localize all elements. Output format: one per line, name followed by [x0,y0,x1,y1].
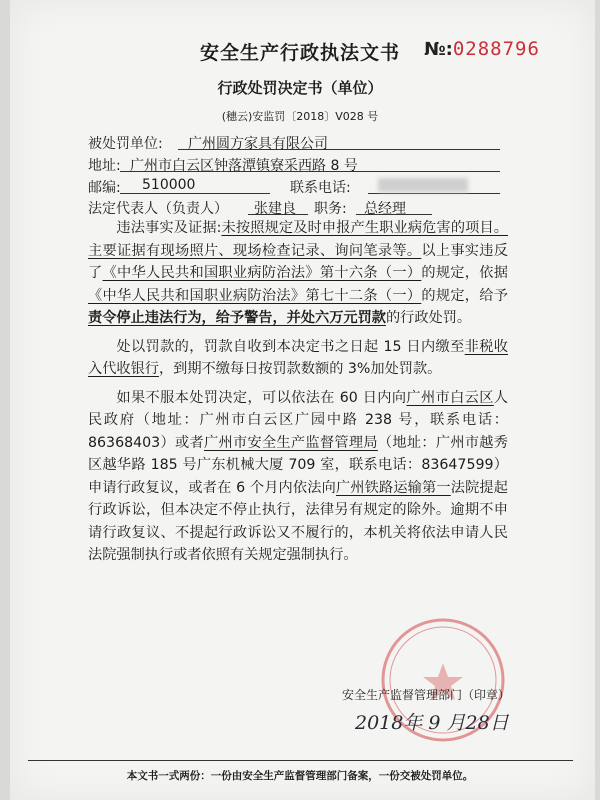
position-label: 职务: [314,201,347,217]
unit-field [88,133,163,153]
text-span: ，到期不缴每日按罚款数额的 3%加处罚款。 [158,361,442,377]
phone-value-redacted [368,177,500,194]
serial-value: 0288796 [452,38,540,60]
footer-divider [28,760,573,761]
appeal-court: 广州铁路运输第一 [335,479,451,496]
unit-label: 被处罚单位: [88,136,163,152]
text-span: 处以罚款的，罚款自收到本决定书之日起 15 日内缴至 [116,338,465,355]
violation-paragraph [88,217,508,330]
document-title: 安全生产行政执法文书 [199,42,400,64]
unit-value: 广州圆方家具有限公司 [178,133,500,150]
postcode-field [88,177,121,197]
text-span: 人民政府（地址：广州市白云区广园中路 238 号，联系电话：86368403）或者 [88,389,508,451]
handwritten-date: 2018年 9 月28日 [355,712,509,734]
text-span: 的行政处罚。 [385,310,472,326]
payment-paragraph [88,336,508,381]
text-span: 如果不服本处罚决定，可以依法在 60 日内向 [116,389,407,406]
text-span: 的规定，给予 [421,287,508,304]
issuing-unit: 安全生产监督管理部门（印章） [342,688,511,702]
postcode-label: 邮编: [88,180,121,196]
appeal-paragraph [88,387,508,567]
rep-value: 张建良 [248,198,308,215]
address-value: 广州市白云区钟落潭镇寮采西路 8 号 [120,155,500,172]
violation-label: 违法事实及证据: [116,220,222,236]
position-field [314,198,347,218]
address-field [88,155,121,175]
text-span: 法院提起行政诉讼，但本决定不停止执行，法律另有规定的除外。逾期不申请行政复议、不提起行政诉讼又不履行的，本机关将依法申请人民法院强制执行或者依照有关规定强制执行。 [88,479,508,563]
postcode-value: 510000 [120,177,270,194]
text-span: 的规定，依据 [421,265,508,281]
rep-label: 法定代表人（负责人） [88,201,228,217]
appeal-government: 广州市白云区 [406,389,494,406]
appeal-bureau: 广州市安全生产监督管理局 [203,434,378,451]
position-value: 总经理 [356,198,432,215]
penalty-decision: 责令停止违法行为，给予警告，并处六万元罚款 [88,310,386,326]
violated-law: 《中华人民共和国职业病防治法》第十六条（一） [102,265,422,281]
document-number: (穗云)安监罚〔2018〕V028 号 [221,110,379,123]
phone-field [290,177,351,197]
payment-bank: 非税收入代收银行 [88,338,508,377]
text-span: 以上事实违反了 [88,242,508,281]
serial-prefix: №: [424,39,453,60]
redaction-blur [378,178,468,192]
rep-field [88,198,228,218]
serial-number [424,38,540,60]
penalty-basis-law: 《中华人民共和国职业病防治法》第七十二条（一） [88,287,422,304]
violation-facts: 未按照规定及时申报产生职业病危害的项目。主要证据有现场照片、现场检查记录、询问笔录等。 [88,220,508,259]
phone-label: 联系电话: [290,180,351,196]
text-span: （地址：广州市越秀区越华路 185 号广东机械大厦 709 室，联系电话：83647599）申请行政复议，或者在 6 个月内依法向 [88,434,508,496]
address-label: 地址: [88,158,121,174]
decision-body [88,217,508,567]
document-subtitle: 行政处罚决定书（单位） [217,79,383,97]
footer-note: 本文书一式两份：一份由安全生产监督管理部门备案，一份交被处罚单位。 [126,770,474,782]
